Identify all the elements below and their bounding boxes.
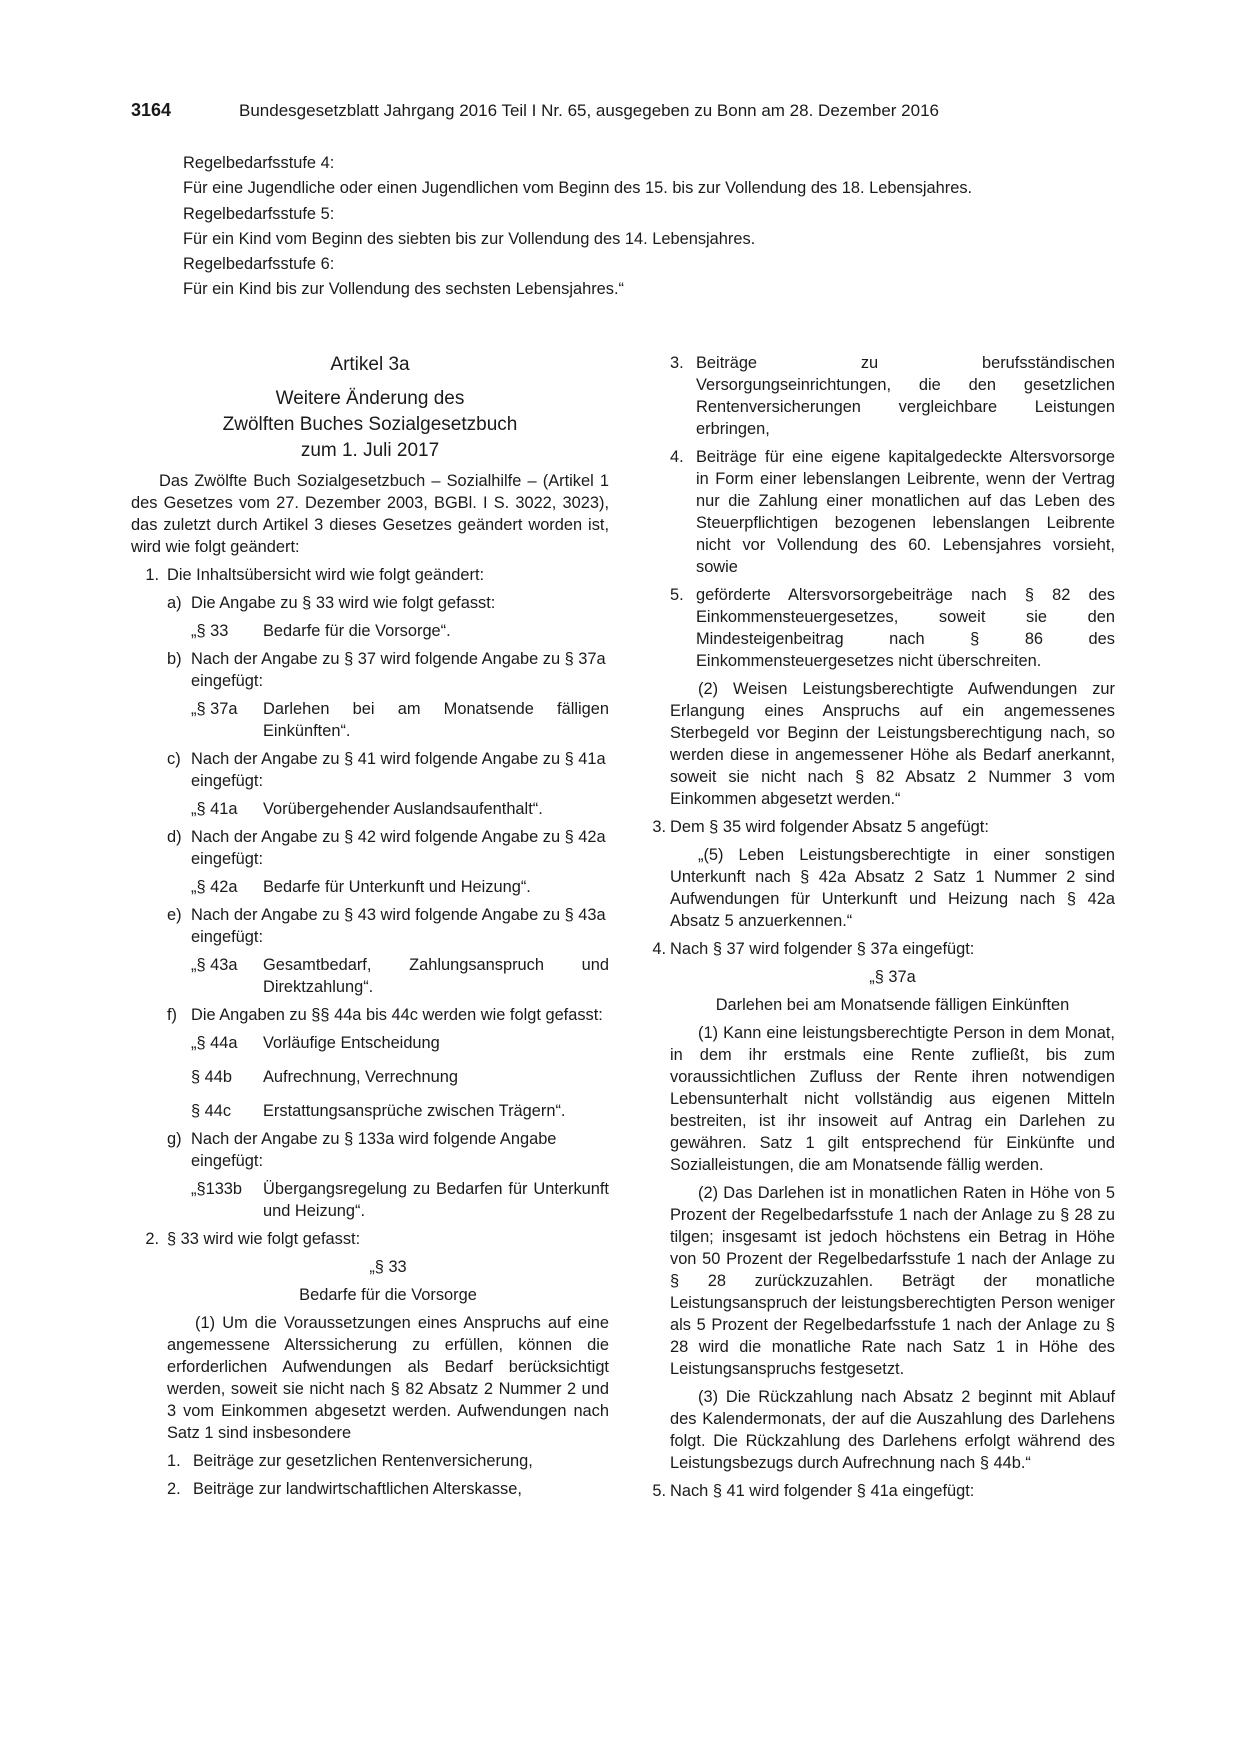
item-number: 3. [652, 818, 666, 836]
toc-entry [167, 954, 609, 998]
list-item [670, 446, 1115, 578]
article-heading: Artikel 3a [330, 354, 410, 375]
toc-entry-section: „§ 44a [191, 1034, 238, 1052]
list-item [650, 938, 1115, 960]
sub-item-row [167, 1128, 609, 1172]
toc-entry [167, 698, 609, 742]
item-number: 1. [145, 566, 159, 584]
sub-item [167, 826, 609, 898]
item-text: Die Inhaltsübersicht wird wie folgt geändert: [167, 566, 485, 584]
list-item [670, 352, 1115, 440]
sub-item-text: Nach der Angabe zu § 133a wird folgende Angabe eingefügt: [191, 1130, 557, 1170]
toc-entry-title: Vorläufige Entscheidung [263, 1034, 440, 1052]
intro-block [183, 151, 1133, 303]
sub-item-label: c) [167, 750, 181, 768]
sub-item-row [167, 592, 609, 614]
left-column [131, 352, 609, 1500]
right-column [650, 352, 1115, 1502]
item-text: Beiträge für eine eigene kapitalgedeckte Altersvorsorge in Form einer lebenslangen Leibrente, wenn der Vertrag nur die Zahlung einer monatlichen auf das Leben des Steuerpflichtigen bezogenen lebenslangen Leibrente nicht vor Vollendung des 60. Lebensjahres vorsieht, sowie [696, 448, 1115, 576]
toc-entry-section: „§ 41a [191, 800, 238, 818]
sub-item-text: Die Angaben zu §§ 44a bis 44c werden wie folgt gefasst: [191, 1006, 603, 1024]
toc-entry-section: „§ 33 [191, 622, 229, 640]
article-title-line: Weitere Änderung des [275, 388, 465, 409]
gazette-title: Bundesgesetzblatt Jahrgang 2016 Teil I Nr. 65, ausgegeben zu Bonn am 28. Dezember 2016 [239, 101, 939, 120]
section-heading: „§ 33 [369, 1258, 407, 1276]
item-number: 5. [652, 1482, 666, 1500]
sub-list [131, 592, 609, 1222]
toc-entry [167, 798, 609, 820]
toc-entry [167, 620, 609, 642]
article-intro: Das Zwölfte Buch Sozialgesetzbuch – Sozialhilfe – (Artikel 1 des Gesetzes vom 27. Dezember 2003, BGBl. I S. 3022, 3023), das zuletzt durch Artikel 3 dieses Gesetzes geändert worden ist, wird wie folgt geändert: [131, 472, 609, 556]
toc-entry [167, 1178, 609, 1222]
toc-entry-title: Vorübergehender Auslandsaufenthalt“. [263, 800, 543, 818]
sub-item-label: a) [167, 594, 182, 612]
item-number: 2. [167, 1480, 181, 1498]
toc-entry [167, 876, 609, 898]
section-heading: „§ 37a [869, 968, 916, 986]
item-text: § 33 wird wie folgt gefasst: [167, 1230, 361, 1248]
sub-item-row [167, 1004, 609, 1026]
section-paragraph: (1) Um die Voraussetzungen eines Anspruchs auf eine angemessene Alterssicherung zu erfüllen, können die erforderlichen Aufwendungen als Bedarf berücksichtigt werden, soweit sie nicht nach § 82 Absatz 2 Nummer 2 und 3 vom Einkommen abgesetzt werden. Aufwendungen nach Satz 1 sind insbesondere [167, 1314, 609, 1442]
item-text: geförderte Altersvorsorgebeiträge nach § 82 des Einkommensteuergesetzes, soweit sie den Mindesteigenbeitrag nach § 86 des Einkommensteuergesetzes nicht überschreiten. [696, 586, 1115, 670]
toc-entry-section: „§133b [191, 1180, 243, 1198]
item-number: 1. [167, 1452, 181, 1470]
intro-line: Für ein Kind vom Beginn des siebten bis zur Vollendung des 14. Lebensjahres. [183, 229, 756, 248]
sub-item-label: f) [167, 1006, 178, 1024]
toc-entry-title: Darlehen bei am Monatsende fälligen Einkünften“. [263, 700, 609, 740]
sub-item-label: g) [167, 1130, 182, 1148]
item-number: 2. [145, 1230, 159, 1248]
list-item [670, 584, 1115, 672]
toc-entry-title: Gesamtbedarf, Zahlungsanspruch und Direktzahlung“. [263, 956, 609, 996]
toc-entry-title: Bedarfe für Unterkunft und Heizung“. [263, 878, 531, 896]
toc-entry [167, 1066, 609, 1088]
intro-line: Regelbedarfsstufe 5: [183, 204, 335, 223]
sub-item-row [167, 748, 609, 792]
section-paragraph: (1) Kann eine leistungsberechtigte Person in dem Monat, in dem ihr erstmals eine Rente zufließt, bis zum voraussichtlichen Zufluss der Rente ihren notwendigen Lebensunterhalt nicht vollständig aus eigenen Mitteln bestreiten, ist ihr insoweit auf Antrag ein Darlehen zu gewähren. Satz 1 gilt entsprechend für Einkünfte und Sozialleistungen, die am Monatsende fällig werden. [670, 1024, 1115, 1174]
sub-item [167, 592, 609, 642]
toc-entry-title: Bedarfe für die Vorsorge“. [263, 622, 451, 640]
sub-item-label: e) [167, 906, 182, 924]
sub-item-label: d) [167, 828, 182, 846]
toc-entry-section: „§ 37a [191, 700, 238, 718]
item-text: Nach § 37 wird folgender § 37a eingefügt: [670, 940, 975, 958]
item-number: 5. [670, 586, 684, 604]
sub-item-row [167, 826, 609, 870]
sub-item [167, 904, 609, 998]
section-33 [131, 1256, 609, 1500]
toc-entry-section: „§ 43a [191, 956, 238, 974]
intro-line: Für ein Kind bis zur Vollendung des sechsten Lebensjahres.“ [183, 280, 624, 299]
intro-line: Regelbedarfsstufe 4: [183, 154, 335, 172]
section-title: Bedarfe für die Vorsorge [299, 1286, 477, 1304]
section-37a [650, 966, 1115, 1474]
item-number: 4. [652, 940, 666, 958]
list-item [167, 1478, 609, 1500]
intro-line: Für eine Jugendliche oder einen Jugendlichen vom Beginn des 15. bis zur Vollendung des 18. Lebensjahres. [183, 179, 973, 198]
section-33-continued [650, 352, 1115, 810]
article-title-line: zum 1. Juli 2017 [300, 440, 440, 461]
list-item [650, 816, 1115, 838]
item-text: Beiträge zur gesetzlichen Rentenversicherung, [193, 1452, 533, 1470]
section-title: Darlehen bei am Monatsende fälligen Einkünften [715, 996, 1070, 1014]
toc-entry-section: § 44b [191, 1068, 233, 1086]
article-title-line: Zwölften Buches Sozialgesetzbuch [222, 414, 518, 435]
sub-item-row [167, 648, 609, 692]
list-item [131, 564, 609, 586]
item-text: Beiträge zur landwirtschaftlichen Alterskasse, [193, 1480, 522, 1498]
item-text: Dem § 35 wird folgender Absatz 5 angefügt: [670, 818, 989, 836]
toc-entry-section: § 44c [191, 1102, 232, 1120]
toc-entry [167, 1032, 609, 1054]
sub-item-row [167, 904, 609, 948]
item-text: Nach § 41 wird folgender § 41a eingefügt: [670, 1482, 975, 1500]
sub-item-text: Nach der Angabe zu § 37 wird folgende Angabe zu § 37a eingefügt: [191, 650, 606, 690]
intro-line: Regelbedarfsstufe 6: [183, 255, 335, 274]
amendment-quote: „(5) Leben Leistungsberechtigte in einer sonstigen Unterkunft nach § 42a Absatz 2 Satz 1 Nummer 2 sind Aufwendungen für Unterkunft und Heizung nach § 42a Absatz 5 anzuerkennen.“ [670, 846, 1115, 930]
toc-entry-title: Erstattungsansprüche zwischen Trägern“. [263, 1102, 566, 1120]
list-item [131, 1228, 609, 1250]
sub-item [167, 1128, 609, 1222]
sub-item [167, 748, 609, 820]
item-text: Beiträge zu berufsständischen Versorgungseinrichtungen, die den gesetzlichen Rentenversicherungen vergleichbare Leistungen erbringen, [696, 354, 1115, 438]
section-paragraph: (3) Die Rückzahlung nach Absatz 2 beginnt mit Ablauf des Kalendermonats, der auf die Auszahlung des Darlehens folgt. Die Rückzahlung des Darlehens erfolgt während des Leistungsbezugs durch Aufrechnung nach § 44b.“ [670, 1388, 1115, 1472]
list-item [650, 1480, 1115, 1502]
sub-item-text: Die Angabe zu § 33 wird wie folgt gefasst: [191, 594, 496, 612]
section-paragraph: (2) Weisen Leistungsberechtigte Aufwendungen zur Erlangung eines Anspruchs auf ein angemessenes Sterbegeld vor Beginn der Leistungsberechtigung nach, so werden diese in angemessener Höhe als Bedarf anerkannt, soweit sie nicht nach § 82 Absatz 2 Nummer 3 vom Einkommen abgesetzt werden.“ [670, 680, 1115, 808]
sub-item [167, 1004, 609, 1122]
page-number: 3164 [131, 100, 172, 120]
item-number: 4. [670, 448, 684, 466]
list-item [167, 1450, 609, 1472]
toc-entry-section: „§ 42a [191, 878, 238, 896]
item-number: 3. [670, 354, 684, 372]
sub-item-text: Nach der Angabe zu § 42 wird folgende Angabe zu § 42a eingefügt: [191, 828, 606, 868]
section-paragraph: (2) Das Darlehen ist in monatlichen Raten in Höhe von 5 Prozent der Regelbedarfsstufe 1 nach der Anlage zu § 28 zu tilgen; insgesamt ist jedoch höchstens ein Betrag in Höhe von 50 Prozent der Regelbedarfsstufe 1 nach der Anlage zu § 28 zurückzuzahlen. Beträgt der monatliche Leistungsanspruch der leistungsberechtigten Person weniger als 5 Prozent der Regelbedarfsstufe 1 nach der Anlage zu § 28 wird die monatliche Rate nach Satz 1 in Höhe des Leistungsanspruchs festgesetzt. [670, 1184, 1115, 1378]
sub-item-text: Nach der Angabe zu § 43 wird folgende Angabe zu § 43a eingefügt: [191, 906, 606, 946]
toc-entry-title: Übergangsregelung zu Bedarfen für Unterkunft und Heizung“. [263, 1180, 609, 1220]
toc-entry-title: Aufrechnung, Verrechnung [263, 1068, 459, 1086]
sub-item-text: Nach der Angabe zu § 41 wird folgende Angabe zu § 41a eingefügt: [191, 750, 606, 790]
toc-entry [167, 1100, 609, 1122]
sub-item [167, 648, 609, 742]
sub-item-label: b) [167, 650, 182, 668]
